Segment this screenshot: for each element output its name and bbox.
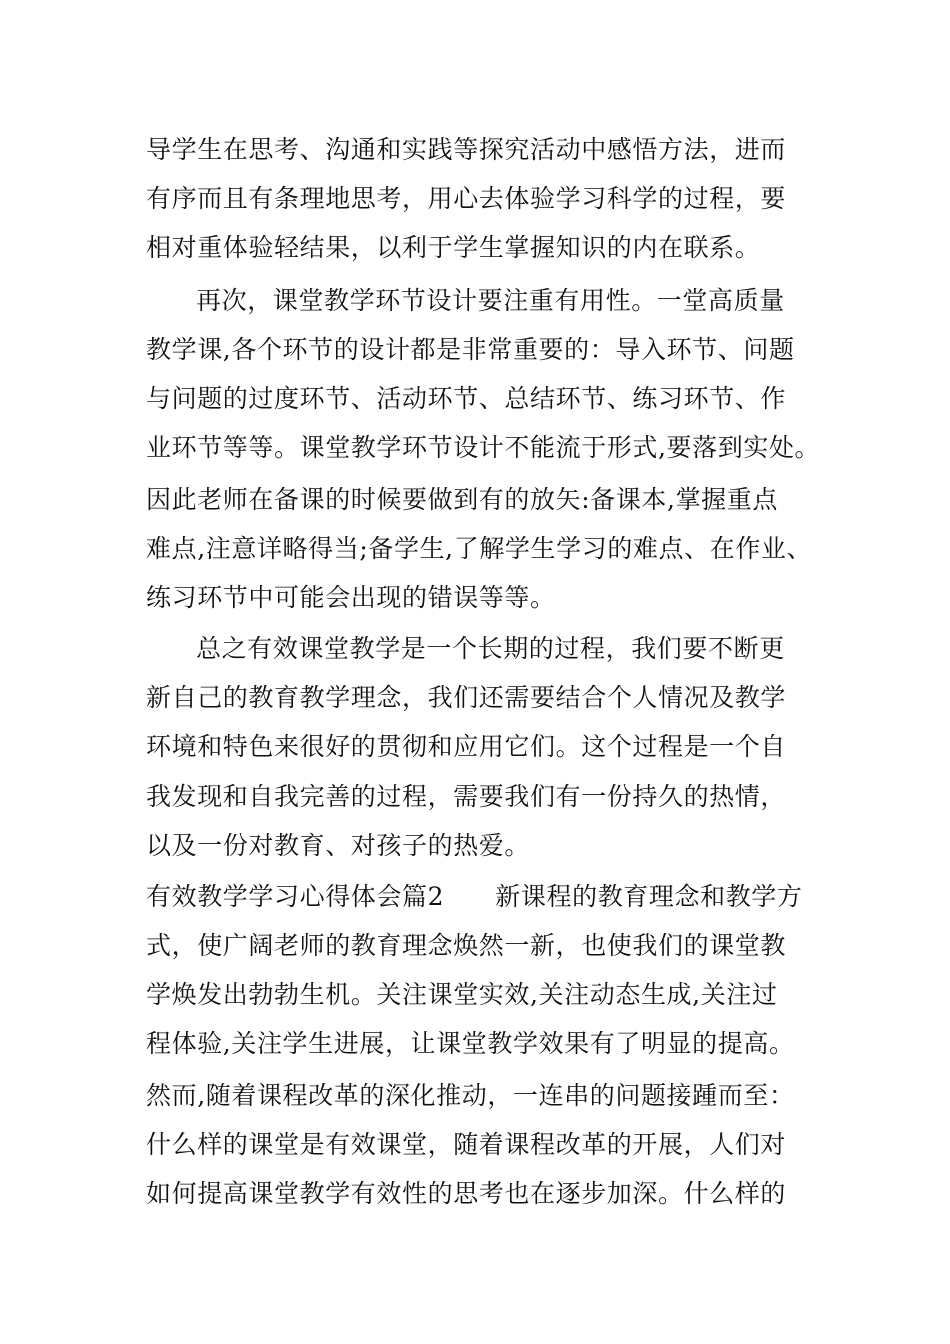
text-line: 因此老师在备课的时候要做到有的放矢:备课本,掌握重点 — [146, 485, 778, 514]
text-line: 学焕发出勃勃生机。关注课堂实效,关注动态生成,关注过 — [146, 980, 778, 1009]
text-line: 以及一份对教育、对孩子的热爱。 — [146, 831, 531, 860]
text-line: 有序而且有条理地思考，用心去体验学习科学的过程，要 — [146, 184, 787, 213]
text-line: 导学生在思考、沟通和实践等探究活动中感悟方法，进而 — [146, 135, 787, 164]
text-line: 总之有效课堂教学是一个长期的过程，我们要不断更 — [196, 634, 785, 663]
text-line: 式，使广阔老师的教育理念焕然一新，也使我们的课堂教 — [146, 931, 787, 960]
text-line: 程体验,关注学生进展，让课堂教学效果有了明显的提高。 — [146, 1029, 795, 1058]
text-line: 我发现和自我完善的过程，需要我们有一份持久的热情， — [146, 782, 787, 811]
text-line: 如何提高课堂教学有效性的思考也在逐步加深。什么样的 — [146, 1179, 787, 1208]
text-line: 与问题的过度环节、活动环节、总结环节、练习环节、作 — [146, 384, 787, 413]
text-line: 环境和特色来很好的贯彻和应用它们。这个过程是一个自 — [146, 732, 787, 761]
text-line: 然而,随着课程改革的深化推动，一连串的问题接踵而至： — [146, 1081, 795, 1110]
text-line: 再次，课堂教学环节设计要注重有用性。一堂高质量 — [196, 286, 785, 315]
text-line: 什么样的课堂是有效课堂，随着课程改革的开展，人们对 — [146, 1130, 787, 1159]
text-line: 教学课,各个环节的设计都是非常重要的：导入环节、问题 — [146, 335, 795, 364]
text-line: 有效教学学习心得体会篇2 新课程的教育理念和教学方 — [146, 882, 803, 911]
text-line: 难点,注意详略得当;备学生,了解学生学习的难点、在作业、 — [146, 534, 813, 563]
text-line: 练习环节中可能会出现的错误等等。 — [146, 583, 556, 612]
text-line: 相对重体验轻结果，以利于学生掌握知识的内在联系。 — [146, 233, 761, 262]
text-line: 新自己的教育教学理念，我们还需要结合个人情况及教学 — [146, 683, 787, 712]
text-line: 业环节等等。课堂教学环节设计不能流于形式,要落到实处。 — [146, 433, 821, 462]
